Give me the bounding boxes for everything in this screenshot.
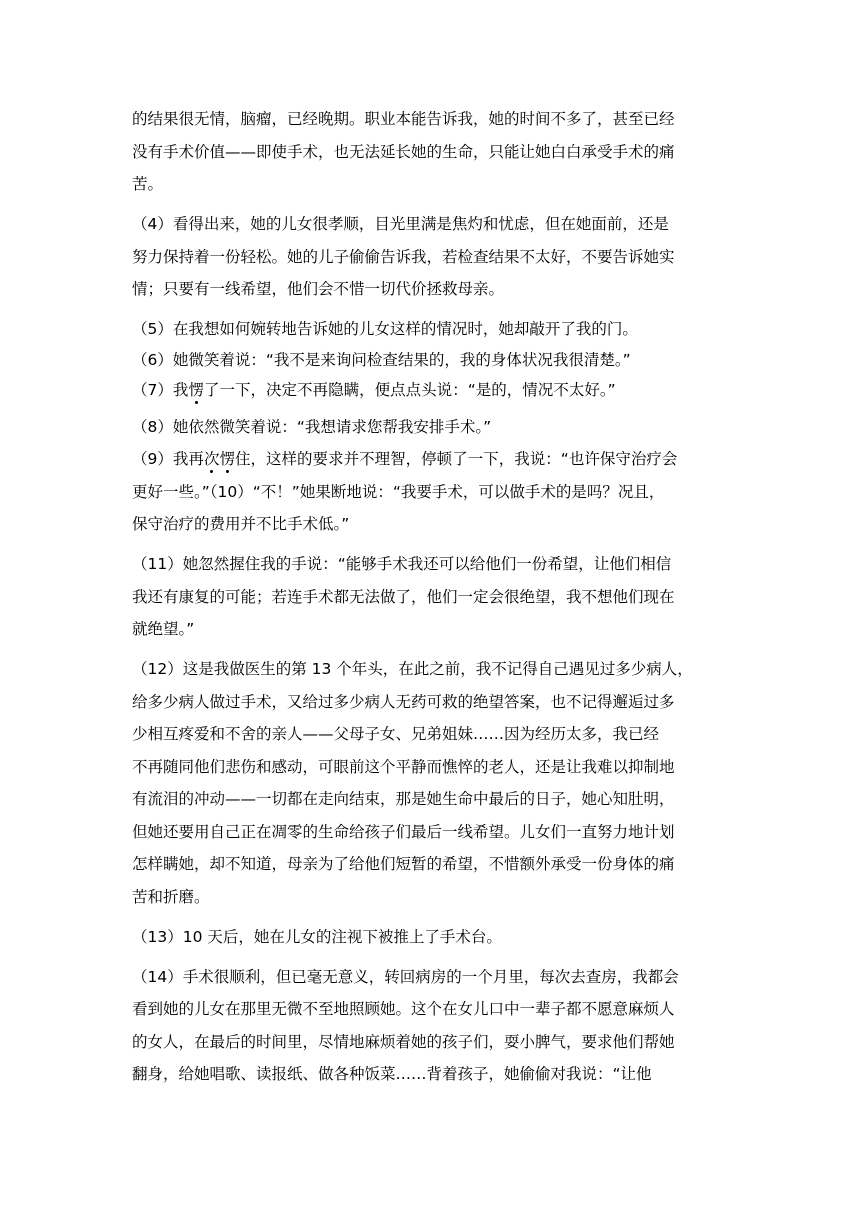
text-line: 更好一些。”（10）“不！”她果断地说：“我要手术，可以做手术的是吗？况且，	[132, 483, 665, 501]
text-line: 就绝望。”	[132, 620, 195, 638]
text-line: （4）看得出来，她的儿女很孝顺，目光里满是焦灼和忧虑，但在她面前，还是	[132, 215, 669, 233]
text-line: 苦。	[132, 175, 164, 193]
text-line: 保守治疗的费用并不比手术低。”	[132, 515, 350, 533]
text-line: 翻身，给她唱歌、读报纸、做各种饭菜……背着孩子，她偷偷对我说：“让他	[132, 1065, 652, 1083]
text-line: （9）我再次愣住，这样的要求并不理智，停顿了一下，我说：“也许保守治疗会	[132, 450, 678, 468]
text-line: （6）她微笑着说：“我不是来询问检查结果的，我的身体状况我很清楚。”	[132, 351, 631, 369]
text-line: （12）这是我做医生的第 13 个年头，在此之前，我不记得自己遇见过多少病人，	[132, 660, 693, 678]
text-line: （5）在我想如何婉转地告诉她的儿女这样的情况时，她却敲开了我的门。	[132, 320, 638, 338]
text-line: 情；只要有一线希望，他们会不惜一切代价拯救母亲。	[132, 280, 505, 298]
text-line: 不再随同他们悲伤和感动，可眼前这个平静而憔悴的老人，还是让我难以抑制地	[132, 758, 675, 776]
text-line: （14）手术很顺利，但已毫无意义，转回病房的一个月里，每次去查房，我都会	[132, 968, 679, 986]
text-line: 但她还要用自己正在凋零的生命给孩子们最后一线希望。儿女们一直努力地计划	[132, 823, 675, 841]
text-line: （7）我愣了一下，决定不再隐瞒，便点点头说：“是的，情况不太好。”	[132, 381, 616, 399]
text-line: 少相互疼爱和不舍的亲人——父母子女、兄弟姐妹……因为经历太多，我已经	[132, 725, 660, 743]
text-line: （8）她依然微笑着说：“我想请求您帮我安排手术。”	[132, 418, 492, 436]
text-line: 的女人，在最后的时间里，尽情地麻烦着她的孩子们，耍小脾气，要求他们帮她	[132, 1033, 675, 1051]
text-line: 苦和折磨。	[132, 888, 210, 906]
text-line: 怎样瞒她，却不知道，母亲为了给他们短暂的希望，不惜额外承受一份身体的痛	[132, 855, 675, 873]
text-line: 没有手术价值——即使手术，也无法延长她的生命，只能让她白白承受手术的痛	[132, 143, 675, 161]
emphasis-mark: 愣	[219, 450, 235, 468]
text-line: 有流泪的冲动——一切都在走向结束，那是她生命中最后的日子，她心知肚明，	[132, 790, 675, 808]
text-line: （13）10 天后，她在儿女的注视下被推上了手术台。	[132, 928, 502, 946]
emphasis-mark: 愣	[188, 381, 204, 399]
text-line: 我还有康复的可能；若连手术都无法做了，他们一定会很绝望，我不想他们现在	[132, 588, 675, 606]
text-line: （11）她忽然握住我的手说：“能够手术我还可以给他们一份希望，让他们相信	[132, 555, 672, 573]
text-line: 给多少病人做过手术，又给过多少病人无药可救的绝望答案，也不记得邂逅过多	[132, 693, 675, 711]
text-line: 的结果很无情，脑瘤，已经晚期。职业本能告诉我，她的时间不多了，甚至已经	[132, 110, 675, 128]
emphasis-mark: 次	[203, 450, 220, 468]
text-line: 看到她的儿女在那里无微不至地照顾她。这个在女儿口中一辈子都不愿意麻烦人	[132, 1000, 675, 1018]
text-line: 努力保持着一份轻松。她的儿子偷偷告诉我，若检查结果不太好，不要告诉她实	[132, 248, 675, 266]
